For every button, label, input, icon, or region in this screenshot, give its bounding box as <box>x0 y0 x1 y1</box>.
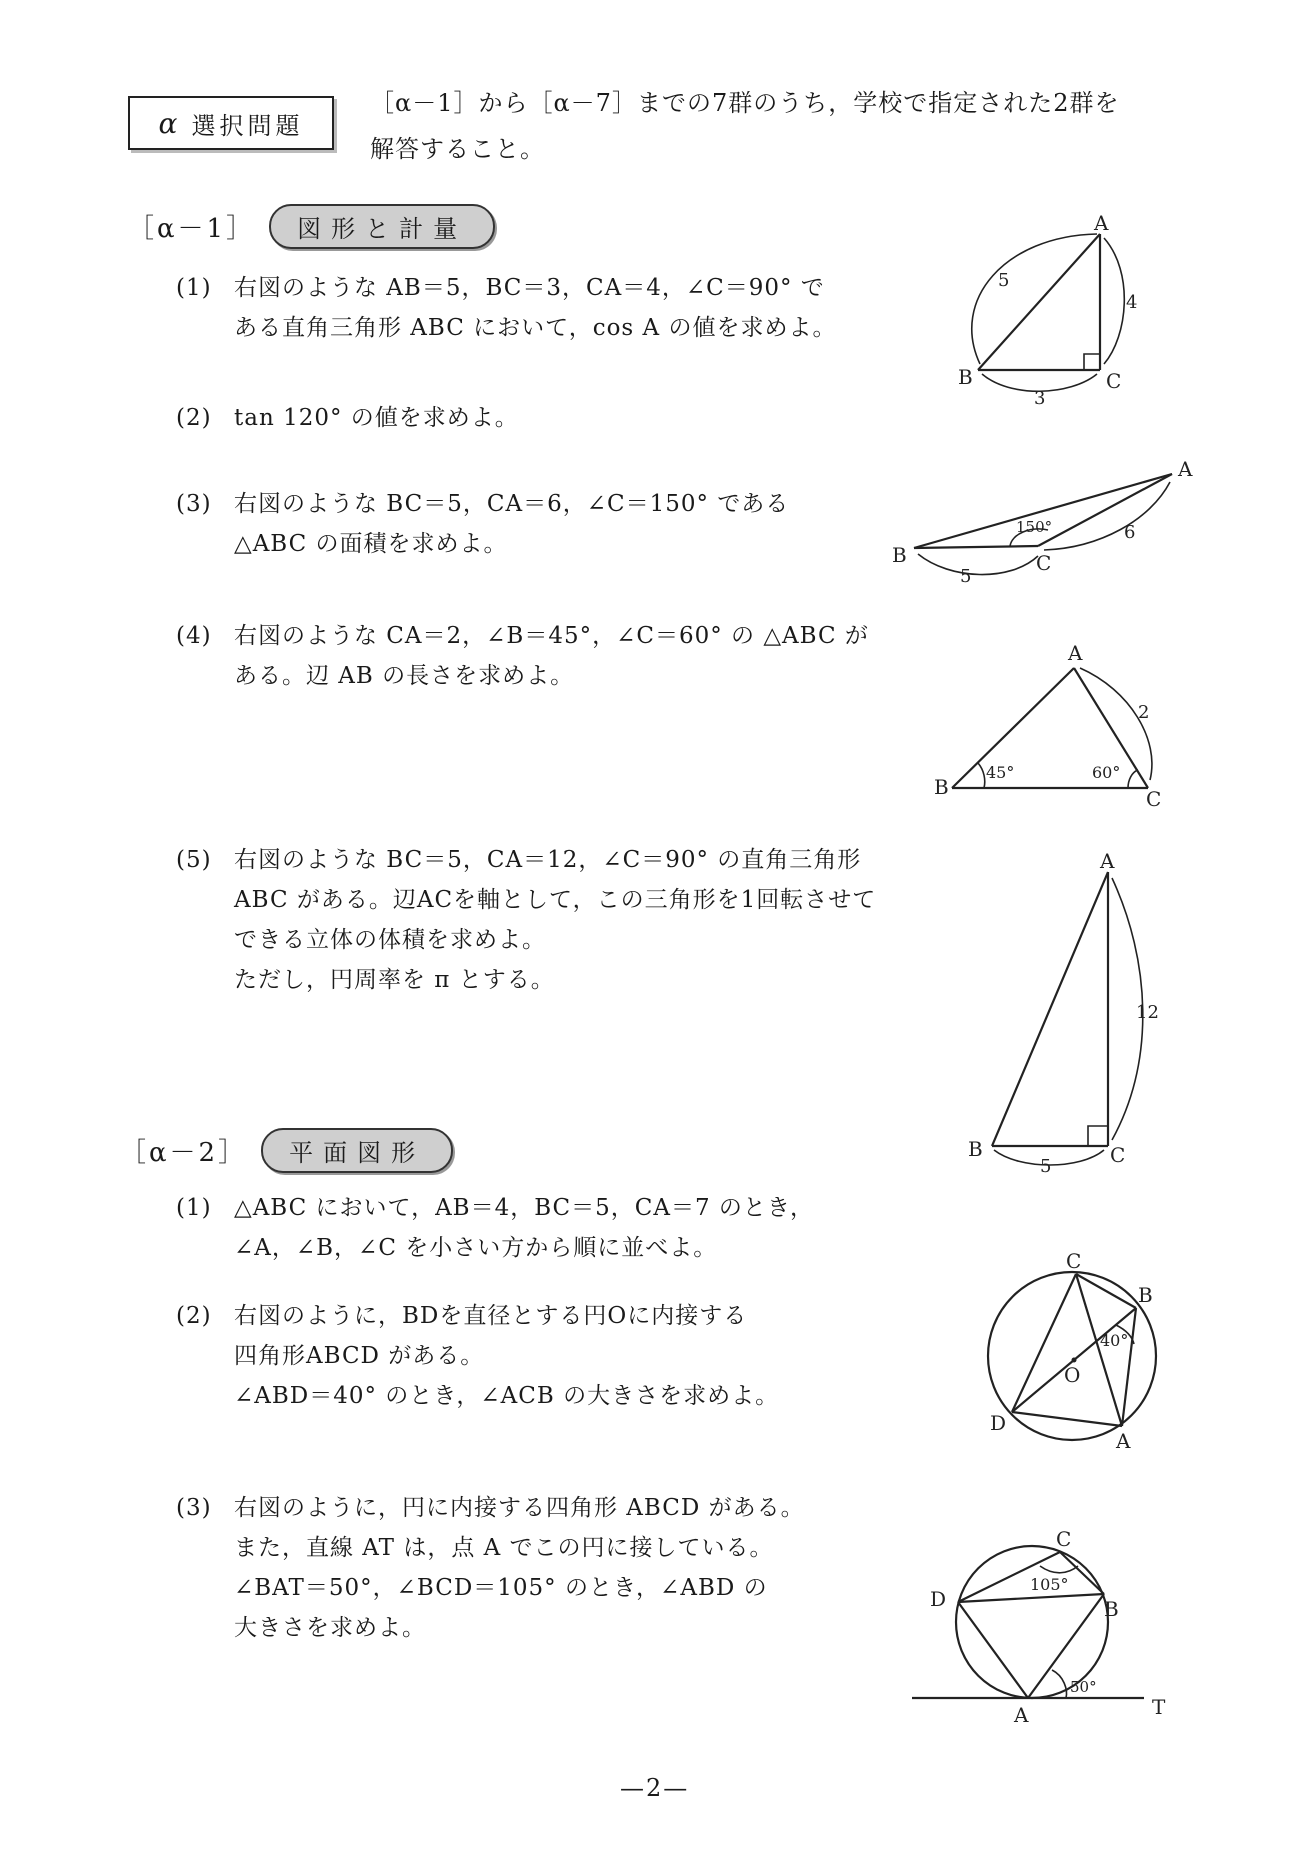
fig5-label-ca: 12 <box>1136 1002 1159 1023</box>
fig5-label-b: B <box>968 1137 983 1161</box>
question-line: 右図のような AB＝5，BC＝3，CA＝4，∠C＝90° で <box>234 275 825 301</box>
question-line: △ABC において，AB＝4，BC＝5，CA＝7 のとき， <box>234 1195 815 1221</box>
fig6-label-a: A <box>1116 1429 1131 1453</box>
question-2-2 <box>176 1296 936 1416</box>
fig7-label-angle-a: 50° <box>1070 1678 1097 1696</box>
fig6-label-c: C <box>1066 1249 1082 1273</box>
fig7-label-a: A <box>1014 1703 1029 1727</box>
section-bracket: ［α－2］ <box>120 1138 248 1168</box>
selection-box-label: 選択問題 <box>191 111 304 140</box>
fig5-label-a: A <box>1100 849 1115 873</box>
fig1-label-c: C <box>1106 369 1122 393</box>
question-line: ∠ABD＝40° のとき，∠ACB の大きさを求めよ。 <box>234 1383 780 1409</box>
fig3-label-c: C <box>1036 551 1052 575</box>
question-number: (1) <box>176 1195 212 1221</box>
fig7-label-b: B <box>1104 1597 1119 1621</box>
question-number: (3) <box>176 1495 212 1521</box>
fig1-label-ca: 4 <box>1126 292 1138 313</box>
section-topic-pill: 図形と計量 <box>269 204 495 249</box>
fig3-label-bc: 5 <box>960 566 972 587</box>
question-line: ABC がある。辺ACを軸として，この三角形を1回転させて <box>234 887 877 913</box>
fig4-label-b: B <box>934 775 949 799</box>
question-line: tan 120° の値を求めよ。 <box>234 405 519 431</box>
intro-line-1: ［α－1］から［α－7］までの7群のうち，学校で指定された2群を <box>370 89 1120 117</box>
question-2-1 <box>176 1188 936 1268</box>
question-1-4 <box>176 616 936 696</box>
fig6-label-angle: 40° <box>1100 1331 1129 1350</box>
question-1-3 <box>176 484 936 564</box>
question-number: (1) <box>176 275 212 301</box>
fig6-label-d: D <box>990 1411 1007 1435</box>
question-line: ある直角三角形 ABC において，cos A の値を求めよ。 <box>234 315 837 341</box>
question-number: (2) <box>176 405 212 431</box>
question-line: ただし，円周率を π とする。 <box>234 967 555 993</box>
section-topic-pill: 平面図形 <box>261 1128 453 1173</box>
intro-text <box>370 80 1200 172</box>
question-line: また，直線 AT は，点 A でこの円に接している。 <box>234 1535 774 1561</box>
question-number: (2) <box>176 1303 212 1329</box>
fig4-label-angle-c: 60° <box>1092 763 1121 782</box>
question-1-2 <box>176 398 936 438</box>
question-line: ∠A，∠B，∠C を小さい方から順に並べよ。 <box>234 1235 718 1261</box>
question-number: (4) <box>176 623 212 649</box>
fig7-label-d: D <box>930 1587 947 1611</box>
selection-box-alpha: α <box>158 106 178 140</box>
question-line: ある。辺 AB の長さを求めよ。 <box>234 663 575 689</box>
fig3-label-ca: 6 <box>1124 522 1136 543</box>
section-alpha-2-header <box>120 1128 453 1173</box>
fig7-label-angle-c: 105° <box>1030 1575 1069 1594</box>
fig7-label-c: C <box>1056 1527 1072 1551</box>
question-1-1 <box>176 268 936 348</box>
page-number: —2— <box>620 1774 690 1802</box>
fig5-label-c: C <box>1110 1143 1126 1167</box>
fig4-label-a: A <box>1068 641 1083 665</box>
fig4-label-c: C <box>1146 787 1162 811</box>
fig6-label-b: B <box>1138 1283 1153 1307</box>
fig3-label-angle: 150° <box>1016 518 1053 536</box>
question-line: 大きさを求めよ。 <box>234 1615 426 1641</box>
fig7-label-t: T <box>1152 1695 1166 1719</box>
question-line: 右図のような CA＝2，∠B＝45°，∠C＝60° の △ABC が <box>234 623 869 649</box>
intro-line-2: 解答すること。 <box>370 135 545 163</box>
question-line: 右図のように，円に内接する四角形 ABCD がある。 <box>234 1495 805 1521</box>
fig1-label-b: B <box>958 365 973 389</box>
question-line: 右図のような BC＝5，CA＝12，∠C＝90° の直角三角形 <box>234 847 862 873</box>
question-line: 四角形ABCD がある。 <box>234 1343 485 1369</box>
fig4-label-angle-b: 45° <box>986 763 1015 782</box>
selection-problem-box <box>128 96 334 150</box>
question-line: 右図のような BC＝5，CA＝6，∠C＝150° である <box>234 491 790 517</box>
fig1-label-a: A <box>1094 211 1109 235</box>
question-number: (5) <box>176 847 212 873</box>
section-alpha-1-header <box>128 204 495 249</box>
question-line: できる立体の体積を求めよ。 <box>234 927 546 953</box>
question-2-3 <box>176 1488 936 1648</box>
question-line: ∠BAT＝50°，∠BCD＝105° のとき，∠ABD の <box>234 1575 768 1601</box>
question-line: 右図のように，BDを直径とする円Oに内接する <box>234 1303 748 1329</box>
question-line: △ABC の面積を求めよ。 <box>234 531 508 557</box>
fig1-label-bc: 3 <box>1034 388 1046 409</box>
question-1-5 <box>176 840 936 1000</box>
fig3-label-a: A <box>1178 457 1193 481</box>
fig4-label-ca: 2 <box>1138 702 1150 723</box>
fig5-label-bc: 5 <box>1040 1156 1052 1177</box>
fig3-label-b: B <box>892 543 907 567</box>
fig6-label-o: O <box>1064 1363 1081 1387</box>
fig1-label-ab: 5 <box>998 270 1010 291</box>
section-bracket: ［α－1］ <box>128 214 256 244</box>
question-number: (3) <box>176 491 212 517</box>
